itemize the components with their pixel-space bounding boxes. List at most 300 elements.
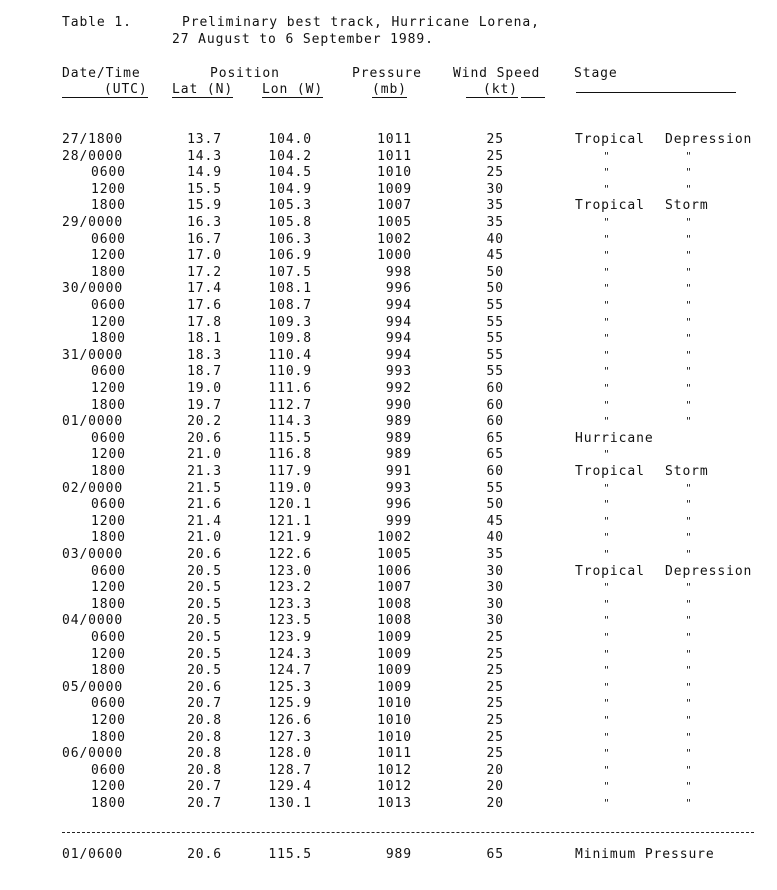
cell-wind: 50 — [486, 281, 504, 297]
cell-date: 29/0000 — [62, 215, 124, 230]
cell-pressure: 999 — [385, 513, 412, 529]
cell-lat: 20.8 — [187, 713, 222, 728]
cell-stage-1: " — [603, 150, 611, 162]
cell-stage-1: Hurricane — [575, 430, 654, 446]
cell-lon: 128.0 — [268, 746, 312, 762]
cell-wind: 20 — [486, 796, 504, 811]
cell-lon: 130.1 — [268, 796, 312, 811]
cell-lon: 114.3 — [268, 414, 312, 430]
cell-date: 30/0000 — [62, 281, 124, 297]
cell-lat: 20.5 — [187, 646, 222, 662]
cell-stage-2: " — [685, 798, 693, 809]
header-date-time: Date/Time — [62, 66, 141, 81]
cell-lat: 20.5 — [187, 596, 222, 612]
cell-lat: 14.9 — [187, 165, 222, 181]
cell-pressure: 993 — [385, 480, 412, 496]
cell-pressure: 992 — [385, 381, 412, 396]
cell-stage-1: Tropical — [575, 132, 645, 147]
cell-date: 0600 — [91, 630, 126, 645]
cell-pressure: 994 — [385, 331, 412, 347]
cell-lon: 121.1 — [268, 513, 312, 529]
cell-lat: 19.0 — [187, 381, 222, 396]
cell-stage-1: Tropical — [575, 464, 645, 479]
cell-date: 1200 — [91, 513, 126, 529]
header-utc: (UTC) — [104, 82, 148, 97]
cell-date: 1800 — [91, 331, 126, 347]
cell-pressure: 989 — [385, 447, 412, 463]
table-title-line2: 27 August to 6 September 1989. — [172, 32, 434, 47]
cell-date: 05/0000 — [62, 679, 124, 695]
cell-stage-2: " — [685, 648, 693, 660]
cell-stage-1: " — [603, 300, 611, 311]
cell-stage-1: " — [603, 748, 611, 760]
cell-wind: 35 — [486, 547, 504, 562]
cell-wind: 50 — [486, 497, 504, 513]
summary-note: Minimum Pressure — [575, 847, 715, 862]
cell-lon: 106.9 — [268, 248, 312, 264]
summary-lon: 115.5 — [268, 847, 312, 862]
cell-date: 1200 — [91, 248, 126, 264]
cell-lat: 20.5 — [187, 630, 222, 645]
summary-pressure: 989 — [385, 847, 412, 862]
cell-wind: 60 — [486, 381, 504, 396]
cell-lon: 129.4 — [268, 779, 312, 795]
cell-pressure: 1005 — [377, 215, 412, 230]
cell-pressure: 1000 — [377, 248, 412, 264]
cell-date: 0600 — [91, 364, 126, 380]
cell-lon: 107.5 — [268, 264, 312, 280]
cell-wind: 55 — [486, 298, 504, 313]
cell-stage-2: " — [685, 233, 693, 245]
cell-lon: 109.3 — [268, 314, 312, 330]
cell-lon: 104.5 — [268, 165, 312, 181]
cell-wind: 25 — [486, 696, 504, 712]
cell-stage-1: " — [603, 781, 611, 793]
cell-lat: 17.2 — [187, 264, 222, 280]
cell-stage-2: " — [685, 416, 693, 428]
cell-lat: 16.7 — [187, 231, 222, 247]
cell-stage-1: " — [603, 283, 611, 295]
cell-lon: 124.7 — [268, 663, 312, 679]
header-pressure-unit: (mb) — [372, 82, 407, 97]
header-stage: Stage — [574, 66, 618, 81]
cell-stage-2: " — [685, 731, 693, 743]
cell-lat: 21.0 — [187, 530, 222, 546]
cell-stage-1: " — [603, 615, 611, 627]
cell-wind: 55 — [486, 364, 504, 380]
cell-lat: 17.4 — [187, 281, 222, 297]
cell-lon: 122.6 — [268, 547, 312, 562]
cell-wind: 30 — [486, 563, 504, 579]
cell-stage-2: " — [685, 383, 693, 394]
cell-stage-2: " — [685, 499, 693, 511]
cell-lon: 110.9 — [268, 364, 312, 380]
cell-wind: 55 — [486, 347, 504, 363]
cell-wind: 35 — [486, 215, 504, 230]
cell-stage-2: " — [685, 250, 693, 262]
cell-lat: 13.7 — [187, 132, 222, 147]
cell-wind: 35 — [486, 198, 504, 214]
cell-wind: 40 — [486, 231, 504, 247]
cell-wind: 55 — [486, 480, 504, 496]
cell-stage-2: " — [685, 515, 693, 527]
cell-wind: 20 — [486, 762, 504, 778]
cell-stage-2: " — [685, 781, 693, 793]
header-wind-speed: Wind Speed — [453, 66, 541, 81]
summary-date: 01/0600 — [62, 847, 124, 862]
cell-lon: 105.8 — [268, 215, 312, 230]
cell-pressure: 994 — [385, 347, 412, 363]
cell-lat: 20.8 — [187, 746, 222, 762]
header-pressure: Pressure — [352, 66, 422, 81]
cell-lat: 21.6 — [187, 497, 222, 513]
header-lat: Lat (N) — [172, 82, 234, 97]
cell-lon: 126.6 — [268, 713, 312, 728]
cell-pressure: 1007 — [377, 198, 412, 214]
cell-lon: 123.2 — [268, 580, 312, 596]
cell-stage-2: " — [685, 549, 693, 560]
cell-pressure: 991 — [385, 464, 412, 479]
cell-lon: 111.6 — [268, 381, 312, 396]
cell-stage-2: " — [685, 681, 693, 693]
cell-stage-2: " — [685, 300, 693, 311]
cell-stage-1: " — [603, 250, 611, 262]
cell-stage-1: " — [603, 532, 611, 544]
cell-pressure: 1008 — [377, 596, 412, 612]
cell-lon: 116.8 — [268, 447, 312, 463]
cell-date: 0600 — [91, 298, 126, 313]
header-wind-unit: (kt) — [483, 82, 518, 97]
cell-wind: 30 — [486, 580, 504, 596]
cell-pressure: 996 — [385, 281, 412, 297]
cell-lon: 120.1 — [268, 497, 312, 513]
cell-pressure: 1010 — [377, 713, 412, 728]
cell-stage-1: " — [603, 366, 611, 378]
cell-stage-2: " — [685, 532, 693, 544]
cell-lon: 109.8 — [268, 331, 312, 347]
cell-stage-2: Depression — [665, 563, 753, 579]
cell-lon: 112.7 — [268, 397, 312, 413]
cell-stage-2: " — [685, 217, 693, 228]
cell-lat: 21.3 — [187, 464, 222, 479]
summary-wind: 65 — [486, 847, 504, 862]
cell-lat: 15.9 — [187, 198, 222, 214]
cell-lat: 18.7 — [187, 364, 222, 380]
cell-pressure: 1002 — [377, 231, 412, 247]
cell-pressure: 1009 — [377, 679, 412, 695]
cell-date: 1800 — [91, 198, 126, 214]
cell-wind: 25 — [486, 646, 504, 662]
cell-lat: 17.6 — [187, 298, 222, 313]
cell-lat: 19.7 — [187, 397, 222, 413]
cell-lat: 17.8 — [187, 314, 222, 330]
cell-lat: 20.2 — [187, 414, 222, 430]
cell-lat: 20.5 — [187, 563, 222, 579]
cell-stage-1: " — [603, 549, 611, 560]
kt-underline-lead — [466, 97, 483, 98]
cell-lat: 18.3 — [187, 347, 222, 363]
cell-stage-2: " — [685, 715, 693, 726]
kt-underline-tail — [521, 97, 545, 98]
cell-stage-1: " — [603, 632, 611, 643]
cell-date: 1800 — [91, 596, 126, 612]
cell-stage-2: " — [685, 482, 693, 494]
cell-stage-1: " — [603, 648, 611, 660]
cell-stage-2: " — [685, 615, 693, 627]
cell-stage-1: " — [603, 731, 611, 743]
table-title-line1: Preliminary best track, Hurricane Lorena, — [182, 15, 540, 30]
cell-date: 1200 — [91, 381, 126, 396]
cell-date: 1800 — [91, 729, 126, 745]
cell-stage-2: Depression — [665, 132, 753, 147]
cell-stage-2: " — [685, 632, 693, 643]
cell-date: 0600 — [91, 762, 126, 778]
cell-date: 28/0000 — [62, 148, 124, 164]
cell-stage-1: " — [603, 798, 611, 809]
cell-date: 1200 — [91, 713, 126, 728]
cell-date: 1800 — [91, 464, 126, 479]
cell-lat: 20.8 — [187, 762, 222, 778]
cell-pressure: 1006 — [377, 563, 412, 579]
cell-wind: 60 — [486, 464, 504, 479]
cell-lat: 20.7 — [187, 779, 222, 795]
cell-date: 1800 — [91, 663, 126, 679]
cell-stage-1: " — [603, 449, 611, 461]
cell-lat: 20.6 — [187, 547, 222, 562]
cell-date: 1800 — [91, 397, 126, 413]
cell-stage-2: " — [685, 698, 693, 710]
cell-lon: 104.2 — [268, 148, 312, 164]
cell-lat: 18.1 — [187, 331, 222, 347]
cell-pressure: 1011 — [377, 746, 412, 762]
cell-wind: 50 — [486, 264, 504, 280]
cell-pressure: 1009 — [377, 630, 412, 645]
cell-date: 0600 — [91, 231, 126, 247]
cell-stage-1: " — [603, 416, 611, 428]
cell-stage-2: " — [685, 764, 693, 776]
cell-lon: 117.9 — [268, 464, 312, 479]
cell-date: 0600 — [91, 563, 126, 579]
cell-date: 27/1800 — [62, 132, 124, 147]
cell-stage-1: " — [603, 715, 611, 726]
cell-pressure: 1009 — [377, 663, 412, 679]
cell-stage-1: " — [603, 333, 611, 345]
cell-lon: 110.4 — [268, 347, 312, 363]
cell-lat: 21.5 — [187, 480, 222, 496]
cell-date: 03/0000 — [62, 547, 124, 562]
cell-wind: 55 — [486, 331, 504, 347]
cell-date: 1200 — [91, 646, 126, 662]
cell-pressure: 1011 — [377, 148, 412, 164]
cell-lon: 124.3 — [268, 646, 312, 662]
cell-stage-2: " — [685, 582, 693, 594]
cell-pressure: 1008 — [377, 613, 412, 629]
cell-stage-1: " — [603, 349, 611, 361]
cell-date: 1200 — [91, 580, 126, 596]
cell-wind: 45 — [486, 513, 504, 529]
cell-pressure: 1010 — [377, 165, 412, 181]
cell-stage-2: " — [685, 366, 693, 378]
cell-pressure: 994 — [385, 298, 412, 313]
cell-pressure: 1009 — [377, 646, 412, 662]
cell-lat: 20.8 — [187, 729, 222, 745]
cell-lat: 20.5 — [187, 613, 222, 629]
cell-date: 0600 — [91, 497, 126, 513]
cell-pressure: 1002 — [377, 530, 412, 546]
cell-stage-2: " — [685, 748, 693, 760]
cell-stage-2: " — [685, 183, 693, 195]
cell-pressure: 994 — [385, 314, 412, 330]
cell-stage-1: " — [603, 383, 611, 394]
cell-lon: 106.3 — [268, 231, 312, 247]
cell-date: 06/0000 — [62, 746, 124, 762]
utc-underline-lead — [62, 97, 104, 98]
cell-date: 04/0000 — [62, 613, 124, 629]
cell-lon: 105.3 — [268, 198, 312, 214]
cell-wind: 55 — [486, 314, 504, 330]
cell-pressure: 1011 — [377, 132, 412, 147]
cell-stage-1: " — [603, 764, 611, 776]
cell-stage-1: " — [603, 266, 611, 278]
cell-date: 01/0000 — [62, 414, 124, 430]
cell-wind: 45 — [486, 248, 504, 264]
cell-wind: 25 — [486, 663, 504, 679]
cell-stage-2: Storm — [665, 198, 709, 214]
cell-pressure: 1012 — [377, 762, 412, 778]
cell-lat: 20.6 — [187, 430, 222, 446]
cell-stage-1: " — [603, 482, 611, 494]
cell-pressure: 1005 — [377, 547, 412, 562]
cell-wind: 60 — [486, 414, 504, 430]
cell-wind: 40 — [486, 530, 504, 546]
cell-lat: 17.0 — [187, 248, 222, 264]
cell-lon: 125.9 — [268, 696, 312, 712]
cell-pressure: 1012 — [377, 779, 412, 795]
cell-pressure: 989 — [385, 430, 412, 446]
cell-wind: 20 — [486, 779, 504, 795]
cell-lat: 20.7 — [187, 796, 222, 811]
cell-lon: 121.9 — [268, 530, 312, 546]
cell-stage-1: " — [603, 698, 611, 710]
cell-lat: 20.5 — [187, 580, 222, 596]
cell-lon: 123.3 — [268, 596, 312, 612]
cell-lon: 104.9 — [268, 181, 312, 197]
header-position: Position — [210, 66, 280, 81]
stage-underline — [576, 92, 736, 93]
cell-date: 31/0000 — [62, 347, 124, 363]
cell-lat: 16.3 — [187, 215, 222, 230]
cell-wind: 30 — [486, 613, 504, 629]
cell-lat: 20.6 — [187, 679, 222, 695]
cell-pressure: 996 — [385, 497, 412, 513]
cell-lon: 104.0 — [268, 132, 312, 147]
cell-date: 1800 — [91, 264, 126, 280]
cell-stage-1: " — [603, 217, 611, 228]
cell-lon: 123.0 — [268, 563, 312, 579]
cell-lon: 115.5 — [268, 430, 312, 446]
cell-date: 02/0000 — [62, 480, 124, 496]
cell-pressure: 1010 — [377, 696, 412, 712]
cell-stage-1: " — [603, 316, 611, 328]
cell-stage-1: " — [603, 681, 611, 693]
cell-wind: 25 — [486, 729, 504, 745]
cell-stage-2: " — [685, 598, 693, 610]
cell-date: 1800 — [91, 796, 126, 811]
cell-stage-1: " — [603, 582, 611, 594]
cell-stage-2: Storm — [665, 464, 709, 479]
cell-lon: 128.7 — [268, 762, 312, 778]
cell-wind: 25 — [486, 746, 504, 762]
cell-stage-1: " — [603, 515, 611, 527]
cell-stage-1: " — [603, 167, 611, 179]
cell-lat: 21.0 — [187, 447, 222, 463]
cell-date: 1800 — [91, 530, 126, 546]
cell-date: 1200 — [91, 779, 126, 795]
cell-lon: 127.3 — [268, 729, 312, 745]
cell-wind: 25 — [486, 630, 504, 645]
cell-stage-2: " — [685, 316, 693, 328]
cell-wind: 25 — [486, 165, 504, 181]
cell-stage-2: " — [685, 349, 693, 361]
cell-pressure: 989 — [385, 414, 412, 430]
cell-stage-1: " — [603, 399, 611, 411]
cell-lat: 20.7 — [187, 696, 222, 712]
cell-stage-1: " — [603, 233, 611, 245]
cell-wind: 60 — [486, 397, 504, 413]
cell-pressure: 990 — [385, 397, 412, 413]
cell-wind: 25 — [486, 148, 504, 164]
cell-lon: 119.0 — [268, 480, 312, 496]
cell-stage-1: " — [603, 499, 611, 511]
cell-pressure: 993 — [385, 364, 412, 380]
cell-stage-2: " — [685, 167, 693, 179]
cell-lon: 108.7 — [268, 298, 312, 313]
cell-wind: 25 — [486, 713, 504, 728]
cell-stage-1: " — [603, 665, 611, 677]
cell-pressure: 998 — [385, 264, 412, 280]
cell-stage-2: " — [685, 283, 693, 295]
cell-stage-2: " — [685, 266, 693, 278]
cell-wind: 30 — [486, 181, 504, 197]
cell-date: 1200 — [91, 181, 126, 197]
table-label: Table 1. — [62, 15, 132, 30]
cell-lon: 108.1 — [268, 281, 312, 297]
cell-date: 1200 — [91, 314, 126, 330]
cell-lat: 15.5 — [187, 181, 222, 197]
cell-stage-1: " — [603, 598, 611, 610]
cell-wind: 30 — [486, 596, 504, 612]
cell-stage-2: " — [685, 665, 693, 677]
cell-date: 1200 — [91, 447, 126, 463]
header-lon: Lon (W) — [262, 82, 324, 97]
cell-date: 0600 — [91, 696, 126, 712]
summary-separator — [62, 832, 754, 833]
cell-lat: 21.4 — [187, 513, 222, 529]
cell-pressure: 1010 — [377, 729, 412, 745]
cell-stage-1: Tropical — [575, 563, 645, 579]
cell-date: 0600 — [91, 165, 126, 181]
cell-lon: 123.5 — [268, 613, 312, 629]
cell-wind: 25 — [486, 679, 504, 695]
cell-lat: 14.3 — [187, 148, 222, 164]
cell-stage-2: " — [685, 399, 693, 411]
cell-lon: 123.9 — [268, 630, 312, 645]
cell-stage-2: " — [685, 150, 693, 162]
cell-lon: 125.3 — [268, 679, 312, 695]
cell-wind: 25 — [486, 132, 504, 147]
cell-pressure: 1013 — [377, 796, 412, 811]
cell-pressure: 1007 — [377, 580, 412, 596]
